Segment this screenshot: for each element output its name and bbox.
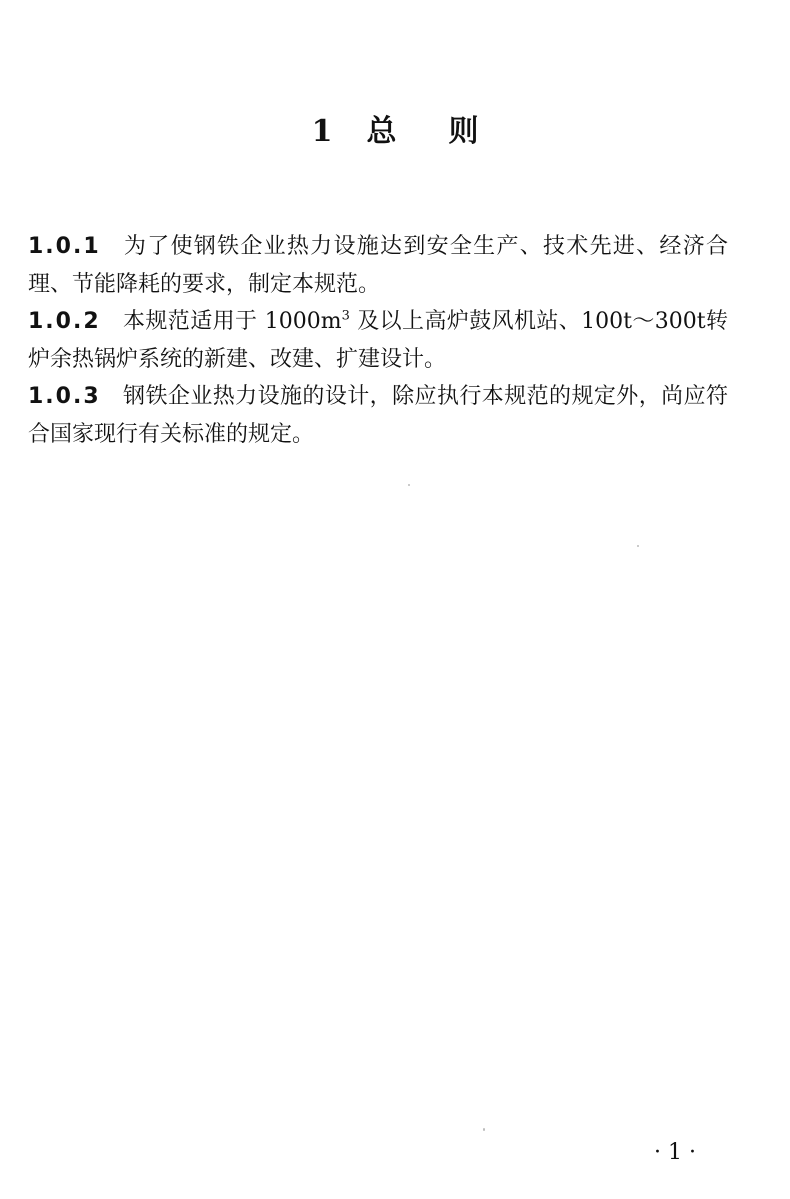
clause-number: 1.0.2 — [28, 309, 101, 334]
chapter-title-word-1: 总 — [366, 114, 397, 149]
scan-speck — [637, 545, 639, 547]
superscript-exponent: 3 — [341, 308, 350, 324]
clause-text-part-1: 本规范适用于 1000m — [122, 309, 342, 334]
clause-text: 为了使钢铁企业热力设施达到安全生产、技术先进、经济合理、节能降耗的要求，制定本规范。 — [28, 234, 728, 297]
scan-speck — [408, 484, 410, 486]
chapter-title — [0, 112, 790, 152]
chapter-number: 1 — [311, 114, 333, 149]
clauses-section — [28, 228, 728, 453]
clause-1-0-3 — [28, 378, 728, 453]
clause-text-part-2: 及以上高炉鼓风机站、100t～300t转炉余热锅炉系统的新建、改建、扩建设计。 — [28, 309, 728, 372]
clause-text: 钢铁企业热力设施的设计，除应执行本规范的规定外，尚应符合国家现行有关标准的规定。 — [28, 384, 728, 447]
clause-1-0-2 — [28, 303, 728, 378]
scan-speck — [483, 1128, 485, 1131]
page-number: · 1 · — [654, 1140, 696, 1165]
clause-1-0-1 — [28, 228, 728, 303]
chapter-title-word-2: 则 — [448, 114, 479, 149]
clause-number: 1.0.3 — [28, 384, 101, 409]
clause-number: 1.0.1 — [28, 234, 101, 259]
